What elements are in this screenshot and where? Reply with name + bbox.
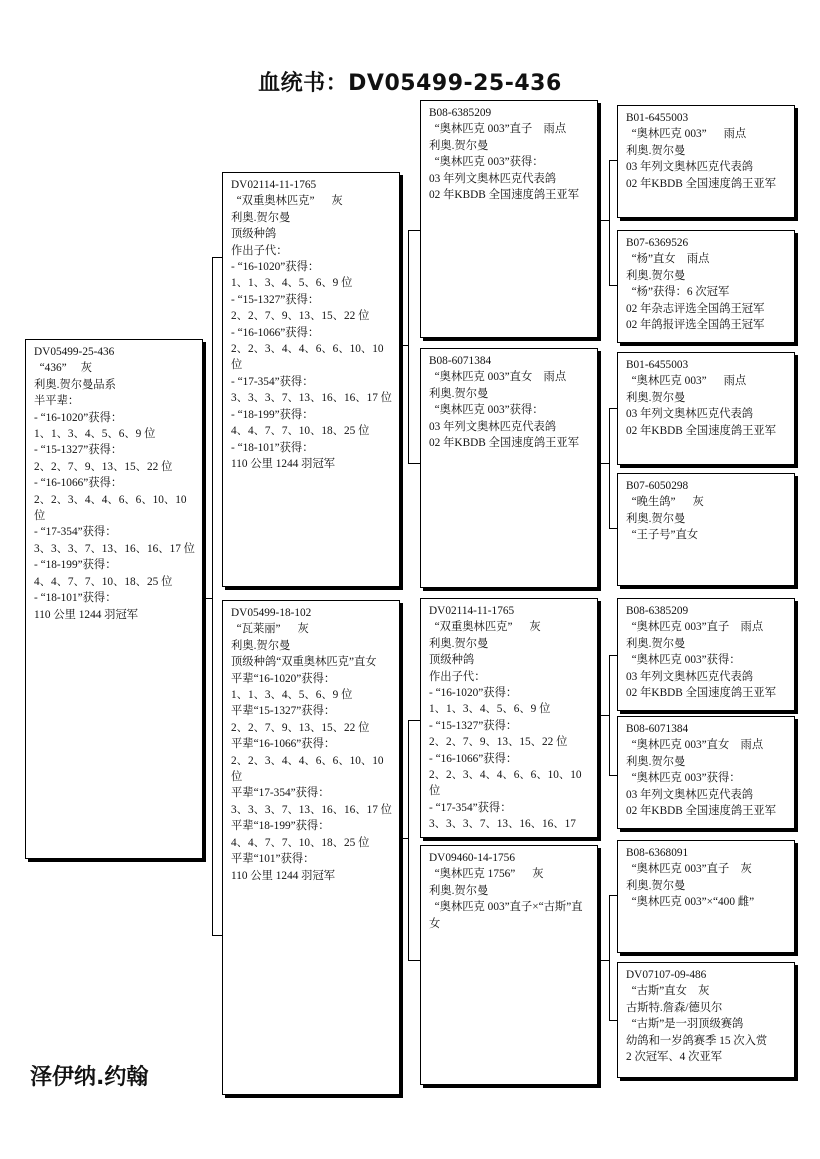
pedigree-sire-card xyxy=(222,172,400,587)
card-line: 110 公里 1244 羽冠军 xyxy=(34,608,139,621)
card-line: 2 次冠军、4 次亚军 xyxy=(626,1051,723,1064)
card-line: - “16-1020”获得： xyxy=(231,261,320,274)
connector xyxy=(408,230,409,463)
connector xyxy=(609,408,610,528)
card-line: 2、2、7、9、13、15、22 位 xyxy=(429,736,568,749)
card-line: “奥林匹克 003”获得： xyxy=(626,654,741,667)
card-line: 2、2、7、9、13、15、22 位 xyxy=(34,460,173,473)
card-line: 平辈“15-1327”获得： xyxy=(231,705,336,718)
card-line: 平辈“101”获得： xyxy=(231,853,315,866)
connector xyxy=(609,655,617,656)
card-line: 1、1、3、4、5、6、9 位 xyxy=(429,703,551,716)
card-line: 顶级种鸽 xyxy=(429,654,475,667)
connector xyxy=(609,408,617,409)
pedigree-ancestor-card xyxy=(617,716,795,829)
pedigree-dam-card xyxy=(222,600,400,1095)
card-line: 2、2、3、4、4、6、6、10、10 位 xyxy=(429,769,585,798)
connector xyxy=(609,1020,617,1021)
card-line: 2、2、3、4、4、6、6、10、10 位 xyxy=(34,493,190,523)
card-line: - “18-101”获得： xyxy=(231,441,314,454)
card-line: DV02114-11-1765 xyxy=(429,605,515,617)
pedigree-ancestor-card xyxy=(617,473,795,586)
card-line: 利奥.贺尔曼 xyxy=(626,269,686,282)
card-line: 幼鸽和一岁鸽赛季 15 次入赏 xyxy=(626,1034,768,1047)
card-line: 2、2、7、9、13、15、22 位 xyxy=(231,310,370,323)
card-line: “奥林匹克 003”直子 灰 xyxy=(626,863,752,876)
card-line: “奥林匹克 003” 雨点 xyxy=(626,128,747,141)
card-line: - “16-1066”获得： xyxy=(429,752,518,765)
card-line: 利奥.贺尔曼 xyxy=(626,144,686,157)
card-line: - “16-1066”获得： xyxy=(231,326,320,339)
page-title: 血统书：DV05499-25-436 xyxy=(258,71,562,96)
card-line: 顶级种鸽 xyxy=(231,228,277,241)
card-line: “古斯”是一羽顶级赛鸽 xyxy=(626,1018,744,1031)
card-line: 02 年KBDB 全国速度鸽王亚军 xyxy=(626,687,777,700)
connector xyxy=(408,960,420,961)
card-line: 利奥.贺尔曼 xyxy=(626,879,686,892)
card-line: 02 年KBDB 全国速度鸽王亚军 xyxy=(429,437,580,450)
card-line: 3、3、3、7、13、16、16、17 位 xyxy=(34,542,195,555)
card-line: 利奥.贺尔曼 xyxy=(231,211,291,224)
connector xyxy=(609,775,617,776)
card-line: 平辈“18-199”获得： xyxy=(231,820,330,833)
connector xyxy=(609,895,617,896)
card-line: “奥林匹克 003”直女 雨点 xyxy=(429,371,567,384)
card-line: 顶级种鸽“双重奥林匹克”直女 xyxy=(231,656,377,669)
card-line: 110 公里 1244 羽冠军 xyxy=(231,457,336,470)
card-line: B07-6050298 xyxy=(626,480,689,492)
connector xyxy=(408,463,420,464)
card-line: 半平辈： xyxy=(34,395,80,408)
card-line: DV05499-18-102 xyxy=(231,607,312,619)
connector xyxy=(408,720,420,721)
card-line: “436” 灰 xyxy=(34,362,93,375)
card-line: 02 年KBDB 全国速度鸽王亚军 xyxy=(429,189,580,202)
card-line: - “16-1020”获得： xyxy=(34,411,123,424)
card-line: “奥林匹克 003”获得： xyxy=(429,156,544,169)
card-line: 03 年列文奥林匹克代表鸽 xyxy=(626,670,754,683)
connector xyxy=(212,257,222,258)
card-line: 3、3、3、7、13、16、16、17 位 xyxy=(231,803,392,816)
card-line: 02 年KBDB 全国速度鸽王亚军 xyxy=(626,424,777,437)
card-line: “奥林匹克 003” 雨点 xyxy=(626,375,747,388)
pedigree-sire-sire-card xyxy=(420,100,598,338)
card-line: “晚生鸽” 灰 xyxy=(626,496,704,509)
card-line: 2、2、3、4、4、6、6、10、10 位 xyxy=(231,343,387,372)
card-line: 平辈“16-1020”获得： xyxy=(231,672,336,685)
card-line: “奥林匹克 1756” 灰 xyxy=(429,868,544,881)
pedigree-ancestor-card xyxy=(617,230,795,343)
card-line: 利奥.贺尔曼 xyxy=(429,139,489,152)
card-line: “奥林匹克 003”获得： xyxy=(429,404,544,417)
card-line: B08-6385209 xyxy=(626,605,689,617)
card-line: 03 年列文奥林匹克代表鸽 xyxy=(626,408,754,421)
card-line: 1、1、3、4、5、6、9 位 xyxy=(231,277,353,290)
pedigree-dam-dam-card xyxy=(420,845,598,1085)
card-line: 作出子代： xyxy=(429,670,486,683)
card-line: 利奥.贺尔曼 xyxy=(429,884,489,897)
card-line: “古斯”直女 灰 xyxy=(626,985,710,998)
pedigree-ancestor-card xyxy=(617,105,795,218)
card-line: - “17-354”获得： xyxy=(34,526,117,539)
card-line: B08-6071384 xyxy=(626,723,689,735)
pedigree-dam-sire-card xyxy=(420,598,598,838)
card-line: 02 年鸽报评选全国鸽王冠军 xyxy=(626,319,765,332)
card-line: “奥林匹克 003”获得： xyxy=(626,772,741,785)
pedigree-sire-dam-card xyxy=(420,348,598,588)
card-line: - “15-1327”获得： xyxy=(429,719,518,732)
card-line: 3、3、3、7、13、16、16、17 xyxy=(429,818,576,831)
pedigree-ancestor-card xyxy=(617,962,795,1078)
card-line: B01-6455003 xyxy=(626,359,689,371)
card-line: - “16-1020”获得： xyxy=(429,687,518,700)
card-line: “双重奥林匹克” 灰 xyxy=(231,195,343,208)
card-line: DV05499-25-436 xyxy=(34,346,115,358)
card-line: 利奥.贺尔曼 xyxy=(429,387,489,400)
card-line: 作出子代： xyxy=(231,244,288,257)
connector xyxy=(609,528,617,529)
card-line: - “18-199”获得： xyxy=(34,559,117,572)
card-line: B08-6385209 xyxy=(429,107,492,119)
card-line: 1、1、3、4、5、6、9 位 xyxy=(34,428,156,441)
card-line: 利奥.贺尔曼 xyxy=(626,391,686,404)
card-line: - “18-101”获得： xyxy=(34,592,117,605)
connector xyxy=(609,160,617,161)
card-line: - “15-1327”获得： xyxy=(231,293,320,306)
pedigree-ancestor-card xyxy=(617,352,795,465)
connector xyxy=(609,895,610,1020)
card-line: “奥林匹克 003”直女 雨点 xyxy=(626,739,764,752)
card-line: - “17-354”获得： xyxy=(429,801,512,814)
card-line: 4、4、7、7、10、18、25 位 xyxy=(34,575,173,588)
card-line: DV07107-09-486 xyxy=(626,969,707,981)
card-line: DV09460-14-1756 xyxy=(429,852,515,864)
card-line: - “16-1066”获得： xyxy=(34,477,123,490)
connector xyxy=(408,720,409,960)
card-line: 利奥.贺尔曼 xyxy=(626,755,686,768)
card-line: 平辈“16-1066”获得： xyxy=(231,738,336,751)
card-line: 古斯特.詹森/德贝尔 xyxy=(626,1001,723,1014)
card-line: 平辈“17-354”获得： xyxy=(231,787,330,800)
card-line: 3、3、3、7、13、16、16、17 位 xyxy=(231,392,392,405)
card-line: - “18-199”获得： xyxy=(231,408,314,421)
connector xyxy=(212,257,213,935)
card-line: 利奥.贺尔曼 xyxy=(626,637,686,650)
card-line: 4、4、7、7、10、18、25 位 xyxy=(231,425,370,438)
card-line: “奥林匹克 003”直子×“古斯”直女 xyxy=(429,901,583,930)
card-line: “王子号”直女 xyxy=(626,529,699,542)
card-line: 03 年列文奥林匹克代表鸽 xyxy=(626,788,754,801)
card-line: 03 年列文奥林匹克代表鸽 xyxy=(429,172,557,185)
card-line: DV02114-11-1765 xyxy=(231,179,317,191)
card-line: B08-6071384 xyxy=(429,355,492,367)
card-line: B07-6369526 xyxy=(626,237,689,249)
card-line: 利奥.贺尔曼品系 xyxy=(34,378,116,391)
card-line: 2、2、7、9、13、15、22 位 xyxy=(231,721,370,734)
card-line: 03 年列文奥林匹克代表鸽 xyxy=(429,420,557,433)
card-line: “奥林匹克 003”×“400 雌” xyxy=(626,896,755,909)
card-line: “双重奥林匹克” 灰 xyxy=(429,621,541,634)
card-line: “杨”直女 雨点 xyxy=(626,253,710,266)
card-line: 利奥.贺尔曼 xyxy=(231,639,291,652)
card-line: B01-6455003 xyxy=(626,112,689,124)
pedigree-ancestor-card xyxy=(617,598,795,711)
owner-name: 泽伊纳.约翰 xyxy=(30,1065,149,1090)
card-line: 利奥.贺尔曼 xyxy=(429,637,489,650)
card-line: - “17-354”获得： xyxy=(231,375,314,388)
pedigree-ancestor-card xyxy=(617,840,795,953)
card-line: “瓦莱丽” 灰 xyxy=(231,623,309,636)
card-line: 03 年列文奥林匹克代表鸽 xyxy=(626,161,754,174)
pedigree-subject-card xyxy=(25,339,203,859)
card-line: 2、2、3、4、4、6、6、10、10 位 xyxy=(231,754,387,784)
card-line: B08-6368091 xyxy=(626,847,689,859)
card-line: 02 年KBDB 全国速度鸽王亚军 xyxy=(626,177,777,190)
card-line: “杨”获得：6 次冠军 xyxy=(626,286,730,299)
connector xyxy=(609,160,610,285)
connector xyxy=(609,655,610,775)
connector xyxy=(408,230,420,231)
card-line: 110 公里 1244 羽冠军 xyxy=(231,869,336,882)
card-line: 4、4、7、7、10、18、25 位 xyxy=(231,836,370,849)
card-line: “奥林匹克 003”直子 雨点 xyxy=(626,621,764,634)
card-line: 1、1、3、4、5、6、9 位 xyxy=(231,689,353,702)
card-line: 利奥.贺尔曼 xyxy=(626,512,686,525)
card-line: 02 年KBDB 全国速度鸽王亚军 xyxy=(626,805,777,818)
card-line: 02 年杂志评选全国鸽王冠军 xyxy=(626,302,765,315)
connector xyxy=(212,935,222,936)
card-line: “奥林匹克 003”直子 雨点 xyxy=(429,123,567,136)
connector xyxy=(609,285,617,286)
card-line: - “15-1327”获得： xyxy=(34,444,123,457)
